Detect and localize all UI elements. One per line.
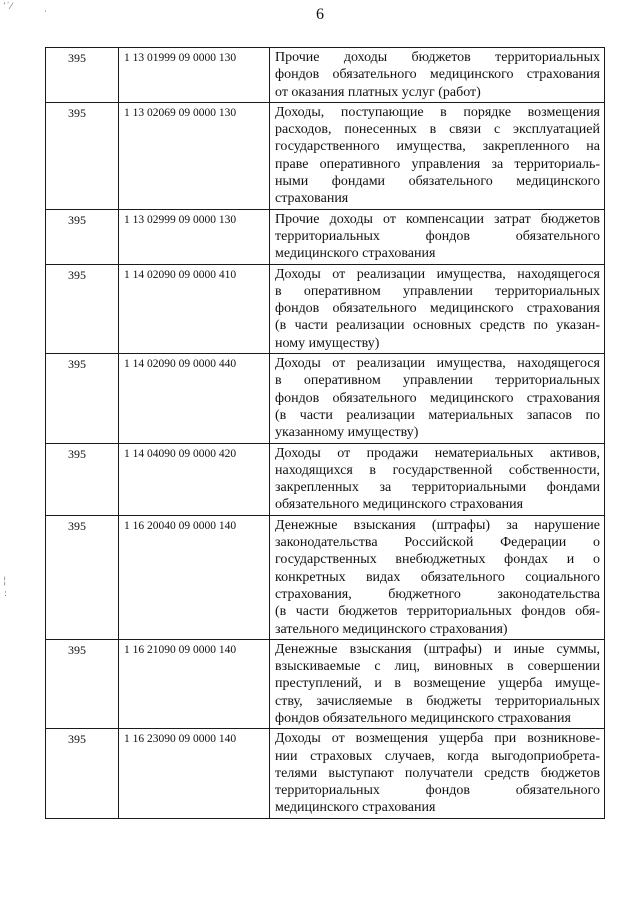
revenue-description-cell <box>270 209 605 264</box>
budget-revenue-table <box>45 47 605 819</box>
description-line: закрепленных за территориальными фондами <box>275 480 600 496</box>
table-row <box>46 354 605 443</box>
admin-code-cell: 395 <box>46 264 119 353</box>
description-line: расходов, понесенных в связи с эксплуатацией <box>275 122 600 138</box>
revenue-description-cell <box>270 729 605 818</box>
table-row <box>46 209 605 264</box>
admin-code-cell: 395 <box>46 354 119 443</box>
budget-classification-code-cell: 1 14 02090 09 0000 440 <box>119 354 270 443</box>
description-line: (в части бюджетов территориальных фондов обя- <box>275 604 600 620</box>
description-line: страхования <box>275 191 349 207</box>
budget-classification-code-cell: 1 13 01999 09 0000 130 <box>119 48 270 103</box>
revenue-description-cell <box>270 354 605 443</box>
revenue-description-cell <box>270 443 605 515</box>
revenue-description-cell <box>270 264 605 353</box>
description-line: Доходы от реализации имущества, находящегося <box>275 356 600 372</box>
table-row <box>46 639 605 728</box>
description-line: зательного медицинского страхования) <box>275 621 508 637</box>
table-body <box>46 48 605 819</box>
description-line: взыскиваемые с лиц, виновных в совершении <box>275 659 600 675</box>
description-line: законодательства Российской Федерации о <box>275 535 600 551</box>
description-line: преступлений, и в возмещение ущерба имуще- <box>275 676 600 692</box>
description-line: фондов обязательного медицинского страхования <box>275 710 571 726</box>
description-line: государственного имущества, закрепленного на <box>275 139 600 155</box>
description-line: находящихся в государственной собственности, <box>275 462 600 478</box>
scan-artifact: · <box>44 7 47 17</box>
budget-classification-code-cell: 1 13 02069 09 0000 130 <box>119 102 270 209</box>
description-line: медицинского страхования <box>275 800 436 816</box>
description-line: обязательного медицинского страхования <box>275 497 524 513</box>
table-row <box>46 264 605 353</box>
table-row <box>46 102 605 209</box>
description-line: в оперативном управлении территориальных <box>275 283 600 299</box>
table-row <box>46 729 605 818</box>
description-line: фондов обязательного медицинского страхования <box>275 301 600 317</box>
description-line: Доходы, поступающие в порядке возмещения <box>275 104 600 120</box>
scan-artifact: : <box>4 589 8 599</box>
description-line: ными фондами обязательного медицинского <box>275 174 600 190</box>
description-line: конкретных видах обязательного социального <box>275 569 600 585</box>
budget-classification-code-cell: 1 16 21090 09 0000 140 <box>119 639 270 728</box>
description-line: ству, зачисляемые в бюджеты территориальных <box>275 693 600 709</box>
budget-classification-code-cell: 1 14 04090 09 0000 420 <box>119 443 270 515</box>
description-line: фондов обязательного медицинского страхования <box>275 67 600 83</box>
description-line: Денежные взыскания (штрафы) за нарушение <box>275 517 600 533</box>
page-number: 6 <box>316 6 324 23</box>
scan-artifact: ╎ <box>2 577 8 587</box>
budget-classification-code-cell: 1 13 02999 09 0000 130 <box>119 209 270 264</box>
description-line: государственных внебюджетных фондах и о <box>275 552 600 568</box>
description-line: Доходы от реализации имущества, находящегося <box>275 266 600 282</box>
description-line: территориальных фондов обязательного <box>275 783 600 799</box>
description-line: от оказания платных услуг (работ) <box>275 84 481 100</box>
scan-artifact: ʼ˙⁄ <box>3 2 12 12</box>
description-line: Доходы от продажи нематериальных активов, <box>275 445 600 461</box>
table-row <box>46 48 605 103</box>
revenue-description-cell <box>270 48 605 103</box>
description-line: Прочие доходы бюджетов территориальных <box>275 50 600 65</box>
admin-code-cell: 395 <box>46 48 119 103</box>
description-line: (в части реализации материальных запасов по <box>275 407 600 423</box>
budget-classification-code-cell: 1 16 20040 09 0000 140 <box>119 515 270 639</box>
description-line: Прочие доходы от компенсации затрат бюджетов <box>275 211 600 227</box>
revenue-description-cell <box>270 639 605 728</box>
description-line: территориальных фондов обязательного <box>275 228 600 244</box>
admin-code-cell: 395 <box>46 515 119 639</box>
description-line: телями выступают получатели средств бюджетов <box>275 765 600 781</box>
budget-classification-code-cell: 1 14 02090 09 0000 410 <box>119 264 270 353</box>
admin-code-cell: 395 <box>46 443 119 515</box>
table-row <box>46 443 605 515</box>
description-line: ному имуществу) <box>275 335 380 351</box>
description-line: медицинского страхования <box>275 246 436 262</box>
description-line: нии страховых случаев, когда выгодоприобрета- <box>275 748 600 764</box>
revenue-description-cell <box>270 102 605 209</box>
description-line: указанному имуществу) <box>275 425 419 441</box>
description-line: страхования, бюджетного законодательства <box>275 586 600 602</box>
budget-classification-code-cell: 1 16 23090 09 0000 140 <box>119 729 270 818</box>
description-line: праве оперативного управления за территориаль- <box>275 156 600 172</box>
table-row <box>46 515 605 639</box>
description-line: в оперативном управлении территориальных <box>275 373 600 389</box>
description-line: Денежные взыскания (штрафы) и иные суммы, <box>275 641 600 657</box>
description-line: (в части реализации основных средств по указан- <box>275 318 600 334</box>
admin-code-cell: 395 <box>46 639 119 728</box>
description-line: Доходы от возмещения ущерба при возникнове- <box>275 731 600 747</box>
description-line: фондов обязательного медицинского страхования <box>275 390 600 406</box>
revenue-description-cell <box>270 515 605 639</box>
admin-code-cell: 395 <box>46 102 119 209</box>
admin-code-cell: 395 <box>46 209 119 264</box>
admin-code-cell: 395 <box>46 729 119 818</box>
